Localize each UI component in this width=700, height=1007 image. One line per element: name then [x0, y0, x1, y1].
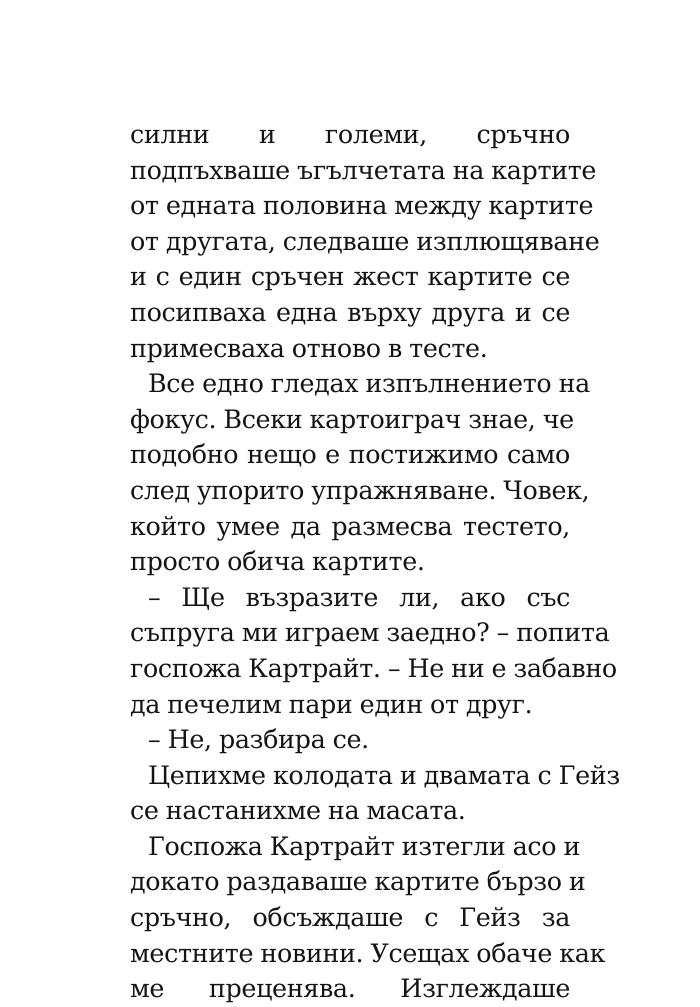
- text-line: просто обича картите.: [130, 546, 425, 577]
- text-line: [130, 829, 581, 865]
- text-line: от едната половина между картите: [130, 190, 594, 221]
- paragraph-4: [130, 722, 570, 758]
- paragraph-5: [130, 758, 620, 829]
- text-line-content: Цепихме колодата и двамата с Гейз: [148, 759, 620, 790]
- text-line: подобно нещо е постижимо само: [130, 439, 570, 470]
- text-line: [130, 580, 570, 616]
- paragraph-6: [130, 829, 606, 1007]
- text-line: и с един сръчен жест картите се: [130, 261, 570, 292]
- text-line: след упорито упражняване. Човек,: [130, 474, 590, 505]
- text-line: местните новини. Усещах обаче как: [130, 937, 606, 968]
- text-line: примесваха отново в тесте.: [130, 332, 488, 363]
- text-line: фокус. Всеки картоиграч знае, че: [130, 403, 574, 434]
- text-line-content: Все едно гледах изпълнението на: [148, 368, 590, 399]
- text-line: госпожа Картрайт. – Не ни е забавно: [130, 652, 617, 683]
- paragraph-2: [130, 366, 590, 580]
- text-line: от другата, следваше изплющяване: [130, 225, 600, 256]
- text-line: който умее да размесва тестето,: [130, 510, 570, 541]
- text-line: [130, 366, 590, 402]
- text-line-content: Госпожа Картрайт изтегли асо и: [148, 830, 581, 861]
- text-line: [130, 722, 570, 758]
- body-text: [130, 117, 620, 1007]
- text-line: сръчно, обсъждаше с Гейз за: [130, 902, 570, 933]
- text-line: [130, 758, 620, 794]
- text-line: съпруга ми играем заедно? – попита: [130, 617, 610, 648]
- text-line-content: – Ще възразите ли, ако със: [148, 581, 570, 612]
- text-line: посипваха една върху друга и се: [130, 296, 570, 327]
- text-line: силни и големи, сръчно: [130, 119, 570, 149]
- paragraph-3: [130, 580, 617, 722]
- text-line-content: – Не, разбира се.: [148, 724, 369, 755]
- text-line: ме преценява. Изглеждаше: [130, 973, 570, 1004]
- text-line: подпъхваше ъгълчетата на картите: [130, 154, 597, 185]
- text-line: се настанихме на масата.: [130, 795, 466, 826]
- text-line: да печелим пари един от друг.: [130, 688, 533, 719]
- text-line: докато раздаваше картите бързо и: [130, 866, 586, 897]
- paragraph-1: [130, 117, 600, 366]
